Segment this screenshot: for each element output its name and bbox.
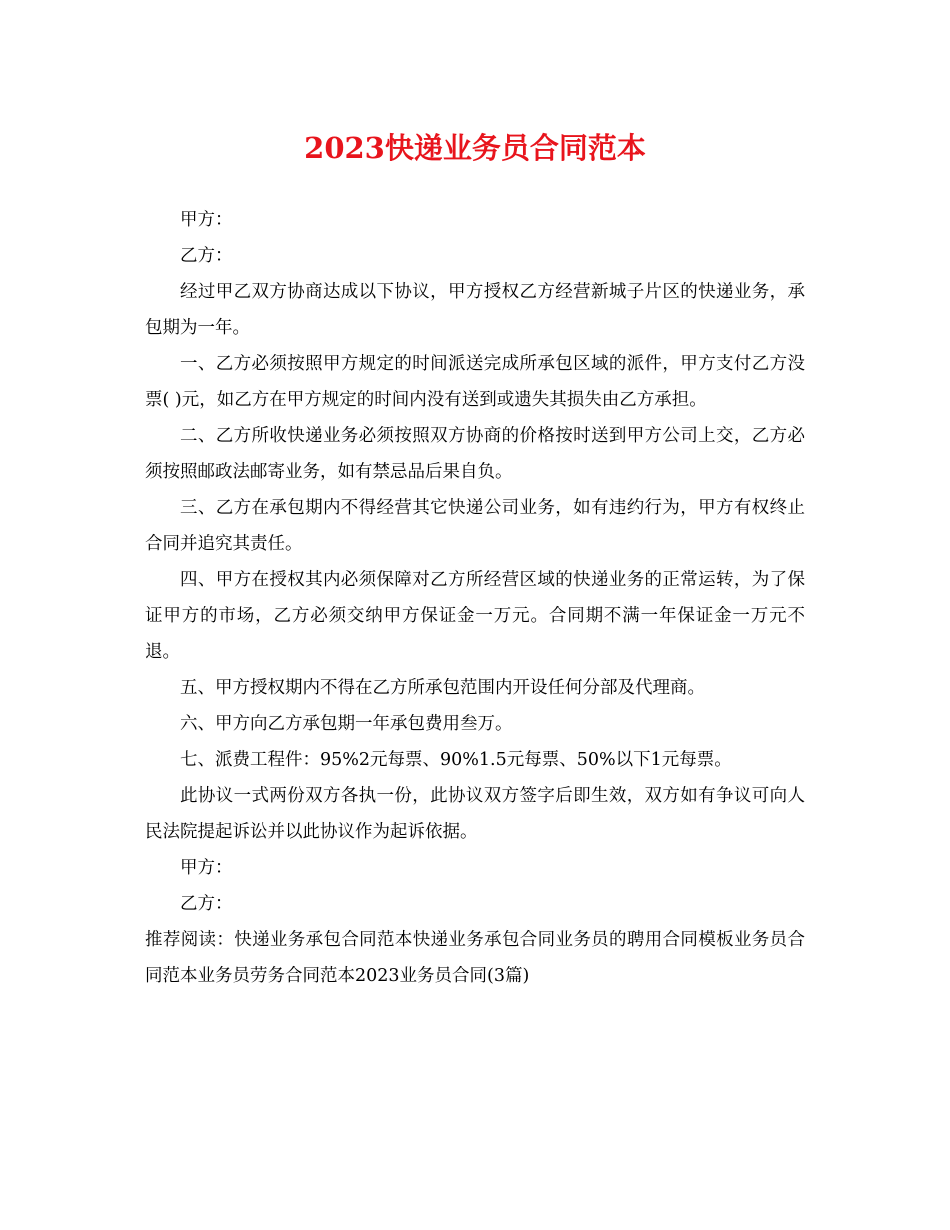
clause-7: 七、派费工程件：95%2元每票、90%1.5元每票、50%以下1元每票。 <box>180 750 732 770</box>
sign-party-a: 甲方： <box>180 858 233 878</box>
intro-paragraph: 经过甲乙双方协商达成以下协议，甲方授权乙方经营新城子片区的快递业务，承包期为一年。 <box>145 282 805 338</box>
clause-6: 六、甲方向乙方承包期一年承包费用叁万。 <box>180 714 513 734</box>
document-body <box>145 202 805 994</box>
clause-2: 二、乙方所收快递业务必须按照双方协商的价格按时送到甲方公司上交，乙方必须按照邮政法邮寄业务，如有禁忌品后果自负。 <box>145 426 805 482</box>
party-a-label: 甲方： <box>180 210 233 230</box>
party-b-label: 乙方： <box>180 246 233 266</box>
closing-paragraph: 此协议一式两份双方各执一份，此协议双方签字后即生效，双方如有争议可向人民法院提起诉讼并以此协议作为起诉依据。 <box>145 786 805 842</box>
recommended-reading: 推荐阅读：快递业务承包合同范本快递业务承包合同业务员的聘用合同模板业务员合同范本业务员劳务合同范本2023业务员合同(3篇) <box>145 930 805 986</box>
document-title: 2023快递业务员合同范本 <box>304 131 646 165</box>
clause-1: 一、乙方必须按照甲方规定的时间派送完成所承包区域的派件，甲方支付乙方没票( )元，如乙方在甲方规定的时间内没有送到或遗失其损失由乙方承担。 <box>145 354 805 410</box>
clause-3: 三、乙方在承包期内不得经营其它快递公司业务，如有违约行为，甲方有权终止合同并追究其责任。 <box>145 498 805 554</box>
sign-party-b: 乙方： <box>180 894 233 914</box>
clause-5: 五、甲方授权期内不得在乙方所承包范围内开设任何分部及代理商。 <box>180 678 705 698</box>
clause-4: 四、甲方在授权其内必须保障对乙方所经营区域的快递业务的正常运转，为了保证甲方的市场，乙方必须交纳甲方保证金一万元。合同期不满一年保证金一万元不退。 <box>145 570 805 662</box>
